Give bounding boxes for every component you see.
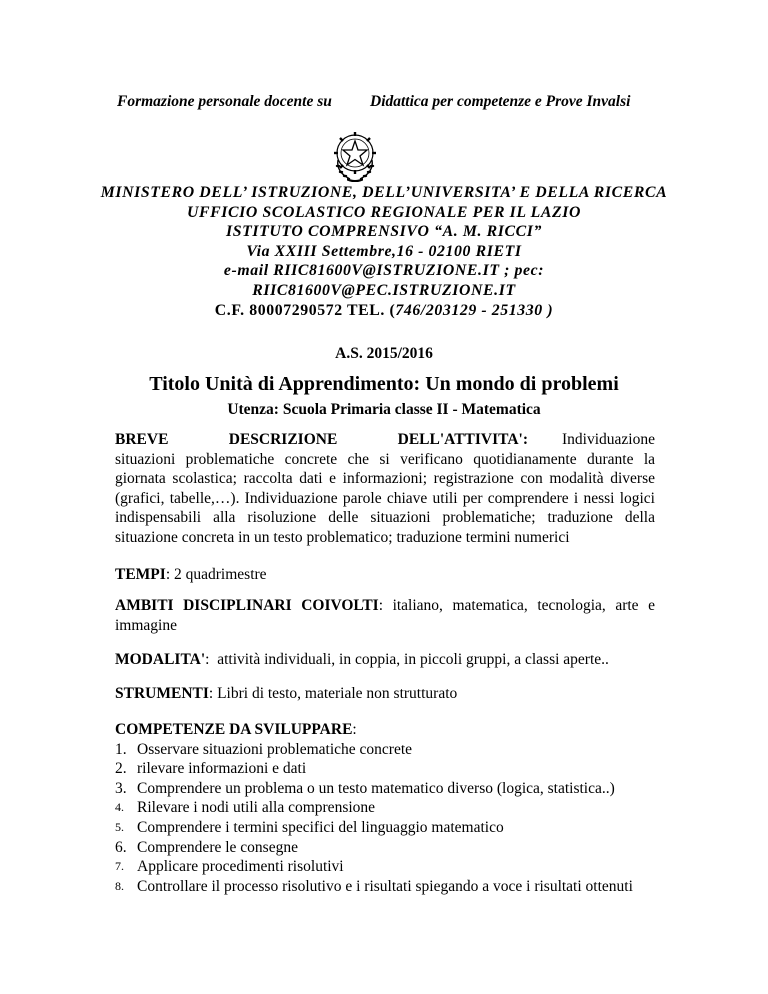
list-item — [115, 818, 655, 838]
tempi-text: 2 quadrimestre — [174, 566, 267, 583]
list-item — [115, 838, 655, 858]
header-course: Formazione personale docente su — [117, 93, 332, 110]
ministry-name: MINISTERO DELL’ ISTRUZIONE, DELL’UNIVERSITA’ E DELLA RICERCA — [100, 184, 668, 201]
school-email: e-mail RIIC81600V@ISTRUZIONE.IT ; pec: — [223, 262, 545, 280]
strumenti-text: Libri di testo, materiale non strutturato — [217, 685, 458, 702]
list-item-text: Comprendere le consegne — [137, 838, 298, 856]
uda-subtitle: Utenza: Scuola Primaria classe II - Matematica — [227, 401, 541, 418]
list-item-number: 5. — [115, 819, 124, 834]
ambiti-label: AMBITI DISCIPLINARI COIVOLTI — [115, 597, 379, 614]
header-topic: Didattica per competenze e Prove Invalsi — [370, 93, 631, 110]
italian-republic-emblem-icon — [330, 130, 380, 182]
regional-office: UFFICIO SCOLASTICO REGIONALE PER IL LAZIO — [187, 203, 581, 221]
description-text: Individuazione situazioni problematiche concrete che si verificano quotidianamente durante la giornata scolastica; raccolta dati e informazioni; registrazione con modalità diverse (grafici, tabelle,…). Individuazione parole chiave utili per comprendere i nessi logici indispensabili alla risoluzione delle situazioni problematiche; traduzione della situazione concreta in un testo problematico; traduzione termini numerici — [115, 431, 655, 546]
list-item-number: 4. — [115, 800, 124, 815]
strumenti-section: STRUMENTI: Libri di testo, materiale non strutturato — [115, 685, 458, 702]
list-item — [115, 798, 655, 818]
competenze-list — [115, 740, 655, 897]
list-item — [115, 857, 655, 877]
list-item-number: 2. — [115, 760, 127, 778]
list-item-text: Applicare procedimenti risolutivi — [137, 858, 344, 876]
institution-block — [0, 183, 768, 320]
list-item — [115, 779, 655, 799]
school-pec: RIIC81600V@PEC.ISTRUZIONE.IT — [252, 281, 516, 299]
ambiti-section: AMBITI DISCIPLINARI COIVOLTI: italiano, matematica, tecnologia, arte e immagine — [115, 597, 655, 634]
competenze-label: COMPETENZE DA SVILUPPARE: — [115, 721, 357, 738]
tempi-label: TEMPI — [115, 566, 166, 583]
list-item-number: 1. — [115, 740, 127, 758]
school-name: ISTITUTO COMPRENSIVO “A. M. RICCI” — [226, 223, 542, 241]
list-item — [115, 759, 655, 779]
list-item — [115, 740, 655, 760]
list-item-number: 8. — [115, 878, 124, 893]
list-item-text: Controllare il processo risolutivo e i risultati spiegando a voce i risultati ottenuti — [137, 877, 633, 895]
description-label: BREVE DESCRIZIONE DELL'ATTIVITA': — [115, 431, 529, 448]
competenze-section — [115, 720, 655, 896]
activity-description — [115, 430, 655, 548]
modalita-text: attività individuali, in coppia, in piccoli gruppi, a classi aperte.. — [217, 651, 609, 668]
list-item-text: rilevare informazioni e dati — [137, 760, 307, 778]
list-item — [115, 877, 655, 897]
modalita-label: MODALITA' — [115, 651, 206, 668]
list-item-text: Comprendere un problema o un testo matematico diverso (logica, statistica..) — [137, 779, 615, 797]
list-item-number: 3. — [115, 779, 127, 797]
list-item-number: 6. — [115, 838, 127, 856]
school-address: Via XXIII Settembre,16 - 02100 RIETI — [246, 242, 522, 260]
list-item-text: Rilevare i nodi utili alla comprensione — [137, 799, 376, 817]
uda-title: Titolo Unità di Apprendimento: Un mondo di problemi — [149, 373, 619, 395]
list-item-text: Osservare situazioni problematiche concrete — [137, 740, 413, 758]
strumenti-label: STRUMENTI — [115, 685, 209, 702]
list-item-text: Comprendere i termini specifici del linguaggio matematico — [137, 818, 504, 836]
ambiti-text: italiano, matematica, tecnologia, arte e immagine — [115, 597, 655, 634]
school-year: A.S. 2015/2016 — [335, 345, 433, 362]
fiscal-code-phone: C.F. 80007290572 TEL. (746/203129 - 251330 ) — [214, 301, 554, 319]
list-item-number: 7. — [115, 859, 124, 874]
modalita-section: MODALITA': attività individuali, in coppia, in piccoli gruppi, a classi aperte.. — [115, 651, 609, 668]
tempi-section: TEMPI: 2 quadrimestre — [115, 566, 267, 583]
